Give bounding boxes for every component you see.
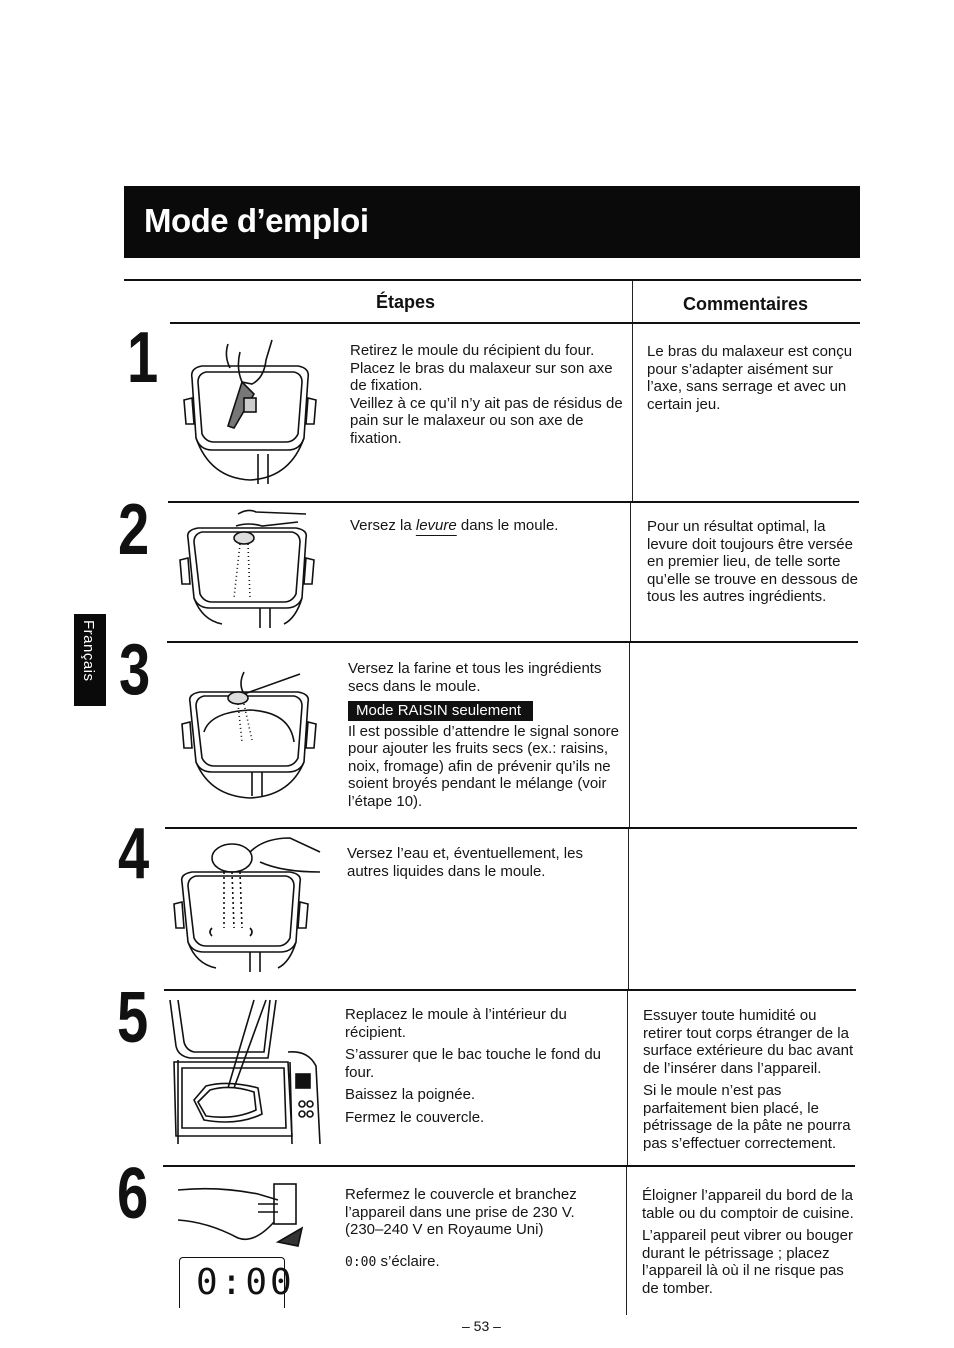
step-5-comment <box>643 1007 858 1157</box>
step-2-text <box>350 517 625 535</box>
table-top-rule <box>124 279 861 281</box>
steps-column-header: Étapes <box>376 292 436 312</box>
step-5-text <box>345 1006 623 1131</box>
column-divider <box>628 829 629 991</box>
raisin-mode-text: Il est possible d’attendre le signal sonore pour ajouter les fruits secs (ex.: raisins, noix, fromage) afin de prévenir qu’ils ne soient broyés pendant le mélange (voir l’étape 10). <box>348 722 619 810</box>
step-rule <box>167 641 858 643</box>
step-rule <box>168 501 859 503</box>
step-text: dans le moule. <box>456 517 559 534</box>
step-text: Veillez à ce qu’il n’y ait pas de résidus de pain sur le malaxeur ou son axe de fixation. <box>350 394 623 447</box>
step-text: Replacez le moule à l’intérieur du récipient. <box>345 1006 567 1041</box>
language-tab-label: Français <box>80 620 97 682</box>
step-rule <box>165 827 857 829</box>
place-pan-in-machine-illustration-icon <box>168 996 323 1146</box>
comments-column-header: Commentaires <box>683 294 809 314</box>
lcd-inline: 0:00 <box>345 1254 377 1270</box>
comment-text: Le bras du malaxeur est conçu pour s’adapter aisément sur l’axe, sans serrage et avec un certain jeu. <box>647 343 853 413</box>
step-1-comment <box>647 343 859 418</box>
step-rule <box>163 1165 855 1167</box>
page-number: – 53 – <box>462 1318 501 1334</box>
step-rule <box>164 989 856 991</box>
step-text: S’assurer que le bac touche le fond du four. <box>345 1046 602 1081</box>
step-text: Fermez le couvercle. <box>345 1108 485 1126</box>
comment-text: Pour un résultat optimal, la levure doit toujours être versée en premier lieu, de telle sorte qu’elle se trouve en dessous de tous les autres ingrédients. <box>647 518 858 605</box>
step-text: Baissez la poignée. <box>345 1086 476 1103</box>
column-divider <box>629 643 630 829</box>
title-bar <box>124 186 860 258</box>
step-text: Versez la <box>350 517 416 534</box>
step-6-comment <box>642 1187 860 1302</box>
step-number: 2 <box>118 490 148 570</box>
step-text: Refermez le couvercle et branchez l’appareil dans une prise de 230 V. (230–240 V en Royaume Uni) <box>345 1186 577 1238</box>
pour-water-illustration-icon <box>172 832 324 972</box>
pour-yeast-illustration-icon <box>178 508 318 628</box>
step-text: Versez la farine et tous les ingrédients secs dans le moule. <box>348 660 602 695</box>
column-divider <box>630 503 631 643</box>
language-tab <box>74 614 106 706</box>
column-divider <box>627 991 628 1167</box>
page-title: Mode d’emploi <box>144 202 369 239</box>
column-divider <box>632 281 633 503</box>
lcd-display: 0:00 <box>196 1262 295 1303</box>
display-panel <box>179 1257 295 1308</box>
step-rule <box>170 322 860 324</box>
step-number: 6 <box>117 1154 147 1234</box>
column-divider <box>626 1167 627 1315</box>
raisin-mode-badge: Mode RAISIN seulement <box>348 701 533 721</box>
plug-in-cord-illustration-icon <box>178 1182 318 1262</box>
step-text: s’éclaire. <box>376 1252 440 1270</box>
step-3-text <box>348 660 628 810</box>
comment-text: Éloigner l’appareil du bord de la table ou du comptoir de cuisine. <box>642 1187 854 1222</box>
step-number: 5 <box>117 978 147 1058</box>
comment-text: Si le moule n’est pas parfaitement bien placé, le pétrissage de la pâte ne pourra pas s’effectuer correctement. <box>643 1082 851 1152</box>
step-2-comment <box>647 518 859 611</box>
yeast-emphasis: levure <box>415 517 457 534</box>
pour-flour-illustration-icon <box>180 672 320 802</box>
kneading-blade-illustration-icon <box>180 338 320 488</box>
step-number: 4 <box>118 814 148 894</box>
step-6-text <box>345 1186 600 1276</box>
step-number: 1 <box>127 318 157 398</box>
comment-text: Essuyer toute humidité ou retirer tout corps étranger de la surface extérieure du bac avant de l’insérer dans l’appareil. <box>643 1007 854 1077</box>
step-1-text <box>350 342 625 447</box>
step-text: Versez l’eau et, éventuellement, les autres liquides dans le moule. <box>347 845 583 880</box>
step-number: 3 <box>119 630 149 710</box>
step-text: Retirez le moule du récipient du four. Placez le bras du malaxeur sur son axe de fixation. <box>350 342 613 394</box>
step-4-text <box>347 845 622 880</box>
comment-text: L’appareil peut vibrer ou bouger durant le pétrissage ; placez l’appareil là où il ne risque pas de tomber. <box>642 1227 853 1297</box>
